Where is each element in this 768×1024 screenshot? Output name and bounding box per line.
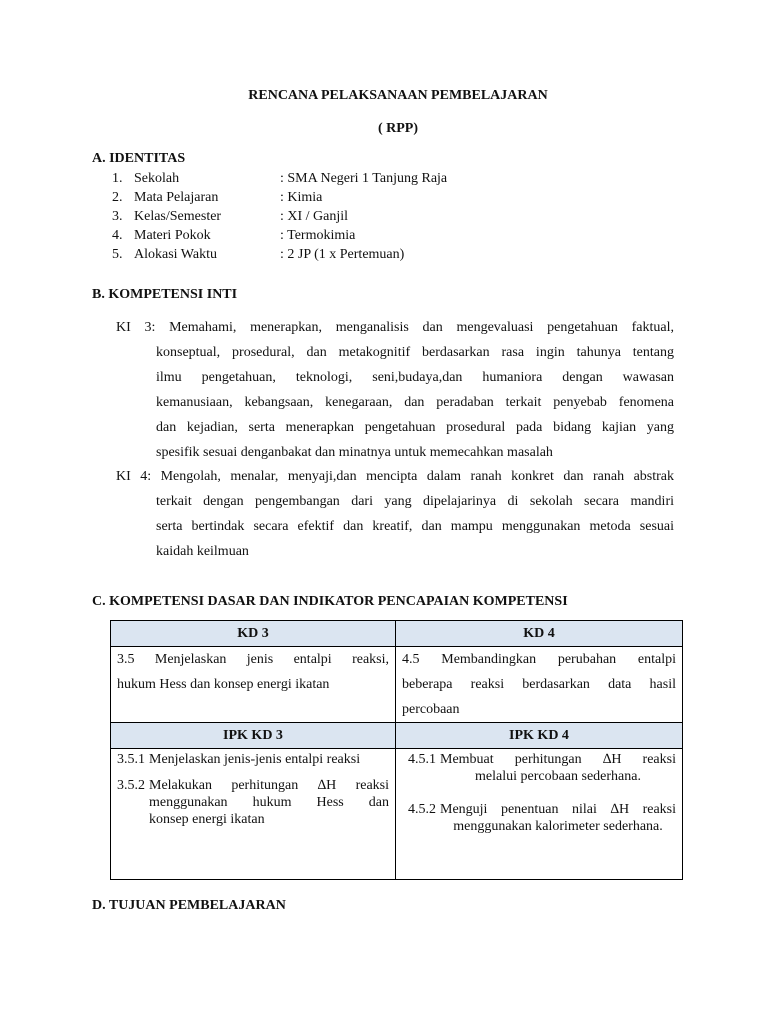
identitas-row [112,190,322,206]
ipk3-header: IPK KD 3 [111,723,396,749]
identitas-row [112,247,404,263]
ipk3-item-text: Menjelaskan jenis-jenis entalpi reaksi [149,752,361,767]
ki3-line: spesifik sesuai denganbakat dan minatnya untuk memecahkan masalah [156,445,553,460]
kd4-line: beberapa reaksi berdasarkan data hasil [402,677,676,692]
identitas-row [112,209,348,225]
ipk3-item-text: menggunakan hukum Hess dan [149,795,389,810]
kd4-line: 4.5 Membandingkan perubahan entalpi [402,652,676,667]
ipk3-item-num: 3.5.1 [117,752,145,767]
identitas-row-num: 4. [112,228,123,243]
kd3-line: hukum Hess dan konsep energi ikatan [117,677,330,692]
ki3-line: konseptual, prosedural, dan metakognitif berdasarkan rasa ingin tahunya tentang [156,345,674,360]
ipk4-item [408,801,676,835]
identitas-row-label: Mata Pelajaran [134,190,219,205]
identitas-row-value: : Kimia [280,190,323,205]
ipk4-item-text: Menguji penentuan nilai ∆H reaksi [440,802,676,817]
identitas-row [112,171,447,187]
identitas-row-label: Alokasi Waktu [134,247,217,262]
ki3-line: dan kejadian, serta menerapkan pengetahuan prosedural pada bidang kajian yang [156,420,674,435]
identitas-row-label: Materi Pokok [134,228,211,243]
table-row [111,621,683,647]
ipk4-item-text: Membuat perhitungan ∆H reaksi [440,752,676,767]
table-row [111,647,683,723]
identitas-row-num: 3. [112,209,123,224]
kd-table [110,620,683,880]
identitas-row-value: : SMA Negeri 1 Tanjung Raja [280,171,448,186]
ki4-line: kaidah keilmuan [156,544,249,559]
identitas-row-label: Sekolah [134,171,180,186]
ipk4-header: IPK KD 4 [396,723,683,749]
ipk4-item-num: 4.5.2 [408,802,436,817]
ki4-line: terkait dengan pengembangan dari yang dipelajarinya di sekolah secara mandiri [156,494,674,509]
ipk3-item-num: 3.5.2 [117,778,145,793]
ki3-line: KI 3: Memahami, menerapkan, menganalisis dan mengevaluasi pengetahuan faktual, [116,320,674,335]
identitas-row-num: 1. [112,171,123,186]
ki3-paragraph [116,315,674,465]
kd3-line: 3.5 Menjelaskan jenis entalpi reaksi, [117,652,389,667]
identitas-row-label: Kelas/Semester [134,209,222,224]
section-tujuan-heading: D. TUJUAN PEMBELAJARAN [92,898,286,913]
ipk3-cell [111,749,396,880]
ki3-line: kemanusiaan, kebangsaan, kenegaraan, dan peradaban terkait penyebab fenomena [156,395,674,410]
identitas-row-value: : 2 JP (1 x Pertemuan) [280,247,405,262]
identitas-row [112,228,355,244]
identitas-row-value: : XI / Ganjil [280,209,349,224]
ipk3-item-text: konsep energi ikatan [149,812,265,827]
identitas-row-num: 2. [112,190,123,205]
ipk4-item-text: menggunakan kalorimeter sederhana. [453,819,663,834]
kd3-cell [111,647,396,723]
section-kompetensi-inti-heading: B. KOMPETENSI INTI [92,287,238,302]
ki4-line: KI 4: Mengolah, menalar, menyaji,dan mencipta dalam ranah konkret dan ranah abstrak [116,469,674,484]
section-identitas-heading: A. IDENTITAS [92,151,186,166]
identitas-row-num: 5. [112,247,123,262]
ipk3-item [117,751,389,768]
ipk4-cell [396,749,683,880]
identitas-row-value: : Termokimia [280,228,356,243]
ipk3-item-text: Melakukan perhitungan ∆H reaksi [149,778,389,793]
ipk4-item [408,751,676,785]
kd3-header: KD 3 [111,621,396,647]
table-row [111,723,683,749]
kd4-cell [396,647,683,723]
ki3-line: ilmu pengetahuan, teknologi, seni,budaya,dan humaniora dengan wawasan [156,370,674,385]
table-row [111,749,683,880]
ki4-line: serta bertindak secara efektif dan kreatif, dan mampu menggunakan metoda sesuai [156,519,674,534]
document-subtitle: ( RPP) [377,121,419,136]
ipk3-item [117,777,389,828]
ipk4-item-text: melalui percobaan sederhana. [475,769,641,784]
kd4-header: KD 4 [396,621,683,647]
ki4-paragraph [116,464,674,564]
section-kompetensi-dasar-heading: C. KOMPETENSI DASAR DAN INDIKATOR PENCAPAIAN KOMPETENSI [92,594,568,609]
document-title: RENCANA PELAKSANAAN PEMBELAJARAN [248,88,548,103]
ipk4-item-num: 4.5.1 [408,752,436,767]
kd4-line: percobaan [402,702,460,717]
